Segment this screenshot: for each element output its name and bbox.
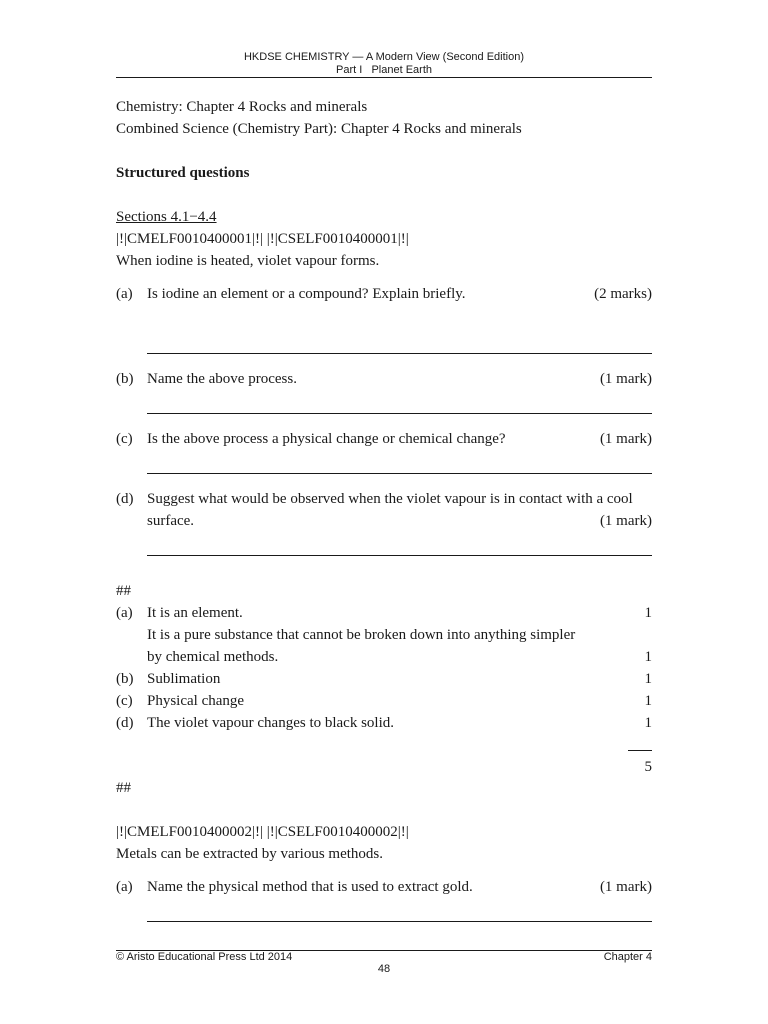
answer-separator: ## <box>116 583 131 599</box>
answer-mark: 1 <box>644 671 652 687</box>
part-label: (c) <box>116 431 133 447</box>
answer-separator-end: ## <box>116 780 131 796</box>
part-text: Name the above process. <box>147 371 297 387</box>
part-label: (d) <box>116 491 134 507</box>
question-code: |!|CMELF0010400002|!| |!|CSELF0010400002|!| <box>116 824 409 840</box>
total-rule <box>628 750 652 751</box>
answer-mark: 1 <box>644 693 652 709</box>
answer-label: (a) <box>116 605 133 621</box>
part-text-line1: Suggest what would be observed when the violet vapour is in contact with a cool <box>147 491 633 507</box>
answer-mark: 1 <box>644 715 652 731</box>
answer-line[interactable] <box>147 473 652 474</box>
answer-line[interactable] <box>147 555 652 556</box>
answer-label: (b) <box>116 671 134 687</box>
answer-label: (d) <box>116 715 134 731</box>
part-text: Is the above process a physical change or chemical change? <box>147 431 506 447</box>
page-number: 48 <box>377 963 391 975</box>
part-text-line2: surface. <box>147 513 195 529</box>
chemistry-chapter-line: Chemistry: Chapter 4 Rocks and minerals <box>116 99 368 115</box>
answer-mark: 1 <box>644 649 652 665</box>
answer-line[interactable] <box>147 921 652 922</box>
part-marks: (1 mark) <box>599 513 652 529</box>
header-rule <box>116 77 652 78</box>
combined-science-chapter-line: Combined Science (Chemistry Part): Chapter 4 Rocks and minerals <box>116 121 522 137</box>
part-marks: (1 mark) <box>599 371 652 387</box>
answer-text: The violet vapour changes to black solid. <box>147 715 395 731</box>
total-marks: 5 <box>644 759 652 775</box>
part-marks: (2 marks) <box>594 286 652 302</box>
sections-reference: Sections 4.1−4.4 <box>116 209 217 225</box>
part-text: Name the physical method that is used to extract gold. <box>147 879 473 895</box>
answer-mark: 1 <box>644 605 652 621</box>
answer-line[interactable] <box>147 353 652 354</box>
part-label: (a) <box>116 286 133 302</box>
question-stem: Metals can be extracted by various methods. <box>116 846 383 862</box>
footer-chapter: Chapter 4 <box>603 951 652 963</box>
running-header-part: Part I Planet Earth <box>336 64 432 76</box>
answer-text: Physical change <box>147 693 245 709</box>
answer-text-line3: by chemical methods. <box>147 649 279 665</box>
part-label: (a) <box>116 879 133 895</box>
running-header-title: HKDSE CHEMISTRY — A Modern View (Second Edition) <box>243 51 524 63</box>
footer-copyright: © Aristo Educational Press Ltd 2014 <box>116 951 293 963</box>
part-marks: (1 mark) <box>599 879 652 895</box>
answer-line[interactable] <box>147 413 652 414</box>
part-label: (b) <box>116 371 134 387</box>
part-marks: (1 mark) <box>599 431 652 447</box>
answer-text-line2: It is a pure substance that cannot be broken down into anything simpler <box>147 627 576 643</box>
answer-text-line1: It is an element. <box>147 605 243 621</box>
answer-label: (c) <box>116 693 133 709</box>
question-code: |!|CMELF0010400001|!| |!|CSELF0010400001|!| <box>116 231 409 247</box>
section-title: Structured questions <box>116 165 250 181</box>
answer-text: Sublimation <box>147 671 221 687</box>
question-stem: When iodine is heated, violet vapour forms. <box>116 253 380 269</box>
part-text: Is iodine an element or a compound? Explain briefly. <box>147 286 466 302</box>
